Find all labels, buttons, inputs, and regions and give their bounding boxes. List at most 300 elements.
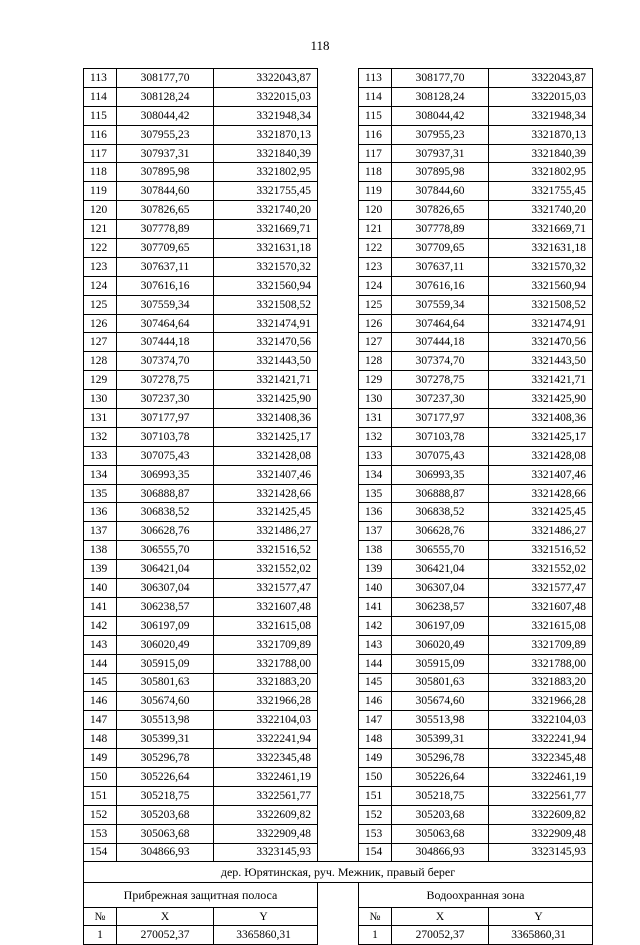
table-row bbox=[84, 503, 593, 522]
section-title: дер. Юрятинская, руч. Межник, правый берег bbox=[84, 862, 593, 883]
right-point-number: 143 bbox=[359, 635, 392, 654]
right-point-number: 131 bbox=[359, 409, 392, 428]
left-point-number: 121 bbox=[84, 220, 117, 239]
left-point-number: 149 bbox=[84, 749, 117, 768]
table-row bbox=[84, 220, 593, 239]
right-x-value: 305296,78 bbox=[392, 749, 489, 768]
left-y-value: 3321883,20 bbox=[214, 673, 318, 692]
left-point-number: 117 bbox=[84, 144, 117, 163]
last-point-row bbox=[84, 926, 593, 945]
table-row bbox=[84, 673, 593, 692]
left-point-number: 126 bbox=[84, 314, 117, 333]
left-x-value: 306197,09 bbox=[117, 616, 214, 635]
right-x-value: 307937,31 bbox=[392, 144, 489, 163]
left-x-value: 305218,75 bbox=[117, 786, 214, 805]
table-row bbox=[84, 730, 593, 749]
left-point-number: 116 bbox=[84, 125, 117, 144]
zone-header-row bbox=[84, 883, 593, 908]
left-point-number: 132 bbox=[84, 427, 117, 446]
left-y-value: 3321615,08 bbox=[214, 616, 318, 635]
right-point-number: 133 bbox=[359, 446, 392, 465]
left-point-number: 148 bbox=[84, 730, 117, 749]
left-point-number: 142 bbox=[84, 616, 117, 635]
table-row bbox=[84, 749, 593, 768]
left-x-value: 305915,09 bbox=[117, 654, 214, 673]
left-point-number: 145 bbox=[84, 673, 117, 692]
table-row bbox=[84, 711, 593, 730]
left-x-value: 305674,60 bbox=[117, 692, 214, 711]
gap-cell bbox=[318, 333, 359, 352]
right-x-value: 307709,65 bbox=[392, 239, 489, 258]
gap-cell bbox=[318, 163, 359, 182]
right-point-number: 136 bbox=[359, 503, 392, 522]
right-x-value: 308044,42 bbox=[392, 106, 489, 125]
right-x-value: 307103,78 bbox=[392, 427, 489, 446]
left-x-value: 305296,78 bbox=[117, 749, 214, 768]
left-zone-header: Прибрежная защитная полоса bbox=[84, 883, 318, 908]
right-x-value: 305674,60 bbox=[392, 692, 489, 711]
left-point-number: 127 bbox=[84, 333, 117, 352]
right-y-value: 3321883,20 bbox=[489, 673, 593, 692]
gap-cell bbox=[318, 87, 359, 106]
right-y-value: 3321669,71 bbox=[489, 220, 593, 239]
right-y-value: 3321425,90 bbox=[489, 390, 593, 409]
left-y-value: 3321669,71 bbox=[214, 220, 318, 239]
left-point-number: 113 bbox=[84, 69, 117, 88]
left-y-value: 3321755,45 bbox=[214, 182, 318, 201]
left-y-value: 3321607,48 bbox=[214, 597, 318, 616]
gap-cell bbox=[318, 144, 359, 163]
table-row bbox=[84, 484, 593, 503]
left-point-number: 152 bbox=[84, 805, 117, 824]
right-y-value: 3321407,46 bbox=[489, 465, 593, 484]
left-y-value: 3321577,47 bbox=[214, 579, 318, 598]
right-x-value: 305399,31 bbox=[392, 730, 489, 749]
right-y-value: 3322015,03 bbox=[489, 87, 593, 106]
right-x-value: 307075,43 bbox=[392, 446, 489, 465]
table-row bbox=[84, 541, 593, 560]
left-x-value: 306888,87 bbox=[117, 484, 214, 503]
right-x-value: 306421,04 bbox=[392, 560, 489, 579]
right-last-x: 270052,37 bbox=[392, 926, 489, 945]
right-x-value: 306993,35 bbox=[392, 465, 489, 484]
left-point-number: 147 bbox=[84, 711, 117, 730]
right-point-number: 150 bbox=[359, 767, 392, 786]
table-row bbox=[84, 182, 593, 201]
column-header-row bbox=[84, 908, 593, 926]
right-zone-header: Водоохранная зона bbox=[359, 883, 593, 908]
right-x-value: 306238,57 bbox=[392, 597, 489, 616]
left-y-value: 3322609,82 bbox=[214, 805, 318, 824]
left-x-value: 307778,89 bbox=[117, 220, 214, 239]
left-point-number: 114 bbox=[84, 87, 117, 106]
table-row bbox=[84, 635, 593, 654]
table-row bbox=[84, 333, 593, 352]
left-x-value: 306555,70 bbox=[117, 541, 214, 560]
right-y-value: 3321560,94 bbox=[489, 276, 593, 295]
right-y-value: 3322241,94 bbox=[489, 730, 593, 749]
left-x-value: 307177,97 bbox=[117, 409, 214, 428]
left-y-value: 3321470,56 bbox=[214, 333, 318, 352]
table-row bbox=[84, 522, 593, 541]
gap-cell bbox=[318, 654, 359, 673]
left-x-value: 307559,34 bbox=[117, 295, 214, 314]
right-point-number: 135 bbox=[359, 484, 392, 503]
table-row bbox=[84, 314, 593, 333]
right-y-value: 3321570,32 bbox=[489, 257, 593, 276]
left-x-value: 308128,24 bbox=[117, 87, 214, 106]
left-y-value: 3321631,18 bbox=[214, 239, 318, 258]
coordinates-rows bbox=[84, 69, 593, 862]
left-x-value: 305801,63 bbox=[117, 673, 214, 692]
left-x-value: 304866,93 bbox=[117, 843, 214, 862]
table-row bbox=[84, 805, 593, 824]
left-point-number: 135 bbox=[84, 484, 117, 503]
table-row bbox=[84, 843, 593, 862]
table-row bbox=[84, 69, 593, 88]
gap-cell bbox=[318, 843, 359, 862]
gap-cell bbox=[318, 371, 359, 390]
right-point-number: 124 bbox=[359, 276, 392, 295]
gap-cell bbox=[318, 926, 359, 945]
left-point-number: 131 bbox=[84, 409, 117, 428]
right-x-value: 307444,18 bbox=[392, 333, 489, 352]
right-point-number: 132 bbox=[359, 427, 392, 446]
right-x-value: 307559,34 bbox=[392, 295, 489, 314]
left-point-number: 154 bbox=[84, 843, 117, 862]
right-x-value: 305218,75 bbox=[392, 786, 489, 805]
right-x-value: 307844,60 bbox=[392, 182, 489, 201]
section-title-row bbox=[84, 862, 593, 883]
coordinates-sheet bbox=[83, 68, 598, 945]
right-point-number: 123 bbox=[359, 257, 392, 276]
table-row bbox=[84, 257, 593, 276]
gap-cell bbox=[318, 484, 359, 503]
right-x-value: 307177,97 bbox=[392, 409, 489, 428]
right-x-value: 305915,09 bbox=[392, 654, 489, 673]
gap-cell bbox=[318, 239, 359, 258]
gap-cell bbox=[318, 276, 359, 295]
left-point-number: 115 bbox=[84, 106, 117, 125]
left-x-value: 305399,31 bbox=[117, 730, 214, 749]
left-y-value: 3321428,66 bbox=[214, 484, 318, 503]
left-x-value: 308044,42 bbox=[117, 106, 214, 125]
right-x-value: 307464,64 bbox=[392, 314, 489, 333]
left-point-number: 125 bbox=[84, 295, 117, 314]
right-x-value: 305226,64 bbox=[392, 767, 489, 786]
table-row bbox=[84, 295, 593, 314]
right-x-value: 307374,70 bbox=[392, 352, 489, 371]
left-x-value: 305063,68 bbox=[117, 824, 214, 843]
right-x-value: 306888,87 bbox=[392, 484, 489, 503]
table-row bbox=[84, 427, 593, 446]
right-point-number: 117 bbox=[359, 144, 392, 163]
right-point-number: 130 bbox=[359, 390, 392, 409]
gap-cell bbox=[318, 749, 359, 768]
right-y-value: 3321474,91 bbox=[489, 314, 593, 333]
right-point-number: 144 bbox=[359, 654, 392, 673]
right-y-value: 3321421,71 bbox=[489, 371, 593, 390]
right-y-value: 3321428,08 bbox=[489, 446, 593, 465]
left-x-value: 306628,76 bbox=[117, 522, 214, 541]
table-row bbox=[84, 560, 593, 579]
left-y-value: 3321552,02 bbox=[214, 560, 318, 579]
right-y-value: 3321607,48 bbox=[489, 597, 593, 616]
left-y-value: 3321740,20 bbox=[214, 201, 318, 220]
right-y-value: 3321740,20 bbox=[489, 201, 593, 220]
right-point-number: 129 bbox=[359, 371, 392, 390]
left-y-value: 3323145,93 bbox=[214, 843, 318, 862]
right-col-no-header: № bbox=[359, 908, 392, 926]
table-row bbox=[84, 786, 593, 805]
left-x-value: 305203,68 bbox=[117, 805, 214, 824]
right-point-number: 140 bbox=[359, 579, 392, 598]
right-point-number: 138 bbox=[359, 541, 392, 560]
left-point-number: 118 bbox=[84, 163, 117, 182]
left-col-y-header: Y bbox=[214, 908, 318, 926]
table-row bbox=[84, 106, 593, 125]
right-point-number: 118 bbox=[359, 163, 392, 182]
right-y-value: 3321443,50 bbox=[489, 352, 593, 371]
right-y-value: 3321486,27 bbox=[489, 522, 593, 541]
gap-cell bbox=[318, 257, 359, 276]
left-x-value: 307826,65 bbox=[117, 201, 214, 220]
right-point-number: 119 bbox=[359, 182, 392, 201]
left-y-value: 3322561,77 bbox=[214, 786, 318, 805]
left-point-number: 119 bbox=[84, 182, 117, 201]
right-y-value: 3321840,39 bbox=[489, 144, 593, 163]
right-x-value: 304866,93 bbox=[392, 843, 489, 862]
left-point-number: 151 bbox=[84, 786, 117, 805]
right-x-value: 306197,09 bbox=[392, 616, 489, 635]
right-y-value: 3322561,77 bbox=[489, 786, 593, 805]
left-y-value: 3321425,45 bbox=[214, 503, 318, 522]
right-y-value: 3321631,18 bbox=[489, 239, 593, 258]
table-row bbox=[84, 824, 593, 843]
right-point-number: 154 bbox=[359, 843, 392, 862]
right-point-number: 147 bbox=[359, 711, 392, 730]
left-y-value: 3322241,94 bbox=[214, 730, 318, 749]
page-number: 118 bbox=[310, 38, 330, 53]
left-x-value: 307844,60 bbox=[117, 182, 214, 201]
right-x-value: 307237,30 bbox=[392, 390, 489, 409]
right-y-value: 3321788,00 bbox=[489, 654, 593, 673]
gap-cell bbox=[318, 560, 359, 579]
right-point-number: 153 bbox=[359, 824, 392, 843]
gap-cell bbox=[318, 409, 359, 428]
table-row bbox=[84, 239, 593, 258]
left-point-number: 133 bbox=[84, 446, 117, 465]
gap-cell bbox=[318, 201, 359, 220]
left-y-value: 3321709,89 bbox=[214, 635, 318, 654]
table-row bbox=[84, 201, 593, 220]
gap-cell bbox=[318, 465, 359, 484]
gap-cell bbox=[318, 69, 359, 88]
left-y-value: 3321486,27 bbox=[214, 522, 318, 541]
left-y-value: 3322345,48 bbox=[214, 749, 318, 768]
table-row bbox=[84, 125, 593, 144]
right-y-value: 3322104,03 bbox=[489, 711, 593, 730]
left-y-value: 3321948,34 bbox=[214, 106, 318, 125]
left-y-value: 3321570,32 bbox=[214, 257, 318, 276]
left-y-value: 3321443,50 bbox=[214, 352, 318, 371]
left-y-value: 3321840,39 bbox=[214, 144, 318, 163]
right-y-value: 3321615,08 bbox=[489, 616, 593, 635]
right-x-value: 305063,68 bbox=[392, 824, 489, 843]
right-x-value: 307778,89 bbox=[392, 220, 489, 239]
right-x-value: 306628,76 bbox=[392, 522, 489, 541]
table-row bbox=[84, 409, 593, 428]
gap-cell bbox=[318, 503, 359, 522]
gap-cell bbox=[318, 125, 359, 144]
right-x-value: 305801,63 bbox=[392, 673, 489, 692]
gap-cell bbox=[318, 390, 359, 409]
right-point-number: 134 bbox=[359, 465, 392, 484]
right-y-value: 3321577,47 bbox=[489, 579, 593, 598]
right-point-number: 113 bbox=[359, 69, 392, 88]
right-point-number: 152 bbox=[359, 805, 392, 824]
right-x-value: 306307,04 bbox=[392, 579, 489, 598]
right-x-value: 306555,70 bbox=[392, 541, 489, 560]
left-x-value: 307895,98 bbox=[117, 163, 214, 182]
left-y-value: 3321516,52 bbox=[214, 541, 318, 560]
gap-cell bbox=[318, 182, 359, 201]
gap-cell bbox=[318, 541, 359, 560]
gap-cell bbox=[318, 805, 359, 824]
left-point-number: 136 bbox=[84, 503, 117, 522]
right-y-value: 3322609,82 bbox=[489, 805, 593, 824]
left-x-value: 307637,11 bbox=[117, 257, 214, 276]
right-x-value: 307278,75 bbox=[392, 371, 489, 390]
right-y-value: 3321802,95 bbox=[489, 163, 593, 182]
right-x-value: 305513,98 bbox=[392, 711, 489, 730]
left-y-value: 3321428,08 bbox=[214, 446, 318, 465]
gap-cell bbox=[318, 824, 359, 843]
left-last-x: 270052,37 bbox=[117, 926, 214, 945]
table-row bbox=[84, 692, 593, 711]
table-row bbox=[84, 87, 593, 106]
left-point-number: 129 bbox=[84, 371, 117, 390]
coordinates-table bbox=[83, 68, 593, 945]
left-y-value: 3321508,52 bbox=[214, 295, 318, 314]
gap-cell bbox=[318, 673, 359, 692]
left-y-value: 3321408,36 bbox=[214, 409, 318, 428]
gap-cell bbox=[318, 352, 359, 371]
left-x-value: 307955,23 bbox=[117, 125, 214, 144]
left-x-value: 306307,04 bbox=[117, 579, 214, 598]
left-point-number: 153 bbox=[84, 824, 117, 843]
right-point-number: 151 bbox=[359, 786, 392, 805]
left-x-value: 307616,16 bbox=[117, 276, 214, 295]
right-x-value: 307895,98 bbox=[392, 163, 489, 182]
left-x-value: 307709,65 bbox=[117, 239, 214, 258]
table-row bbox=[84, 616, 593, 635]
left-y-value: 3321425,90 bbox=[214, 390, 318, 409]
right-y-value: 3321425,17 bbox=[489, 427, 593, 446]
gap-cell bbox=[318, 427, 359, 446]
right-x-value: 305203,68 bbox=[392, 805, 489, 824]
right-point-number: 116 bbox=[359, 125, 392, 144]
left-y-value: 3321788,00 bbox=[214, 654, 318, 673]
right-point-number: 115 bbox=[359, 106, 392, 125]
gap-cell bbox=[318, 616, 359, 635]
gap-cell bbox=[318, 883, 359, 908]
right-point-number: 125 bbox=[359, 295, 392, 314]
right-y-value: 3321709,89 bbox=[489, 635, 593, 654]
footer-block bbox=[84, 862, 593, 945]
right-y-value: 3321470,56 bbox=[489, 333, 593, 352]
table-row bbox=[84, 446, 593, 465]
right-x-value: 307955,23 bbox=[392, 125, 489, 144]
left-x-value: 308177,70 bbox=[117, 69, 214, 88]
gap-cell bbox=[318, 314, 359, 333]
left-x-value: 307937,31 bbox=[117, 144, 214, 163]
left-x-value: 307464,64 bbox=[117, 314, 214, 333]
left-point-number: 130 bbox=[84, 390, 117, 409]
left-x-value: 307444,18 bbox=[117, 333, 214, 352]
right-point-number: 122 bbox=[359, 239, 392, 258]
gap-cell bbox=[318, 220, 359, 239]
left-x-value: 306421,04 bbox=[117, 560, 214, 579]
gap-cell bbox=[318, 597, 359, 616]
right-x-value: 307616,16 bbox=[392, 276, 489, 295]
gap-cell bbox=[318, 908, 359, 926]
left-point-number: 141 bbox=[84, 597, 117, 616]
right-y-value: 3321755,45 bbox=[489, 182, 593, 201]
right-y-value: 3322461,19 bbox=[489, 767, 593, 786]
left-col-no-header: № bbox=[84, 908, 117, 926]
left-point-number: 137 bbox=[84, 522, 117, 541]
left-x-value: 306238,57 bbox=[117, 597, 214, 616]
left-point-number: 134 bbox=[84, 465, 117, 484]
left-x-value: 306993,35 bbox=[117, 465, 214, 484]
left-y-value: 3322909,48 bbox=[214, 824, 318, 843]
right-last-no: 1 bbox=[359, 926, 392, 945]
right-point-number: 141 bbox=[359, 597, 392, 616]
left-point-number: 144 bbox=[84, 654, 117, 673]
right-y-value: 3321425,45 bbox=[489, 503, 593, 522]
table-row bbox=[84, 465, 593, 484]
right-y-value: 3321552,02 bbox=[489, 560, 593, 579]
table-row bbox=[84, 352, 593, 371]
left-x-value: 305513,98 bbox=[117, 711, 214, 730]
left-x-value: 307237,30 bbox=[117, 390, 214, 409]
right-y-value: 3321508,52 bbox=[489, 295, 593, 314]
right-point-number: 145 bbox=[359, 673, 392, 692]
left-y-value: 3321407,46 bbox=[214, 465, 318, 484]
table-row bbox=[84, 144, 593, 163]
gap-cell bbox=[318, 692, 359, 711]
right-x-value: 308128,24 bbox=[392, 87, 489, 106]
right-point-number: 137 bbox=[359, 522, 392, 541]
right-x-value: 306020,49 bbox=[392, 635, 489, 654]
right-y-value: 3321966,28 bbox=[489, 692, 593, 711]
table-row bbox=[84, 767, 593, 786]
left-y-value: 3322015,03 bbox=[214, 87, 318, 106]
right-x-value: 307637,11 bbox=[392, 257, 489, 276]
left-x-value: 307103,78 bbox=[117, 427, 214, 446]
left-col-x-header: X bbox=[117, 908, 214, 926]
gap-cell bbox=[318, 106, 359, 125]
gap-cell bbox=[318, 635, 359, 654]
left-y-value: 3321421,71 bbox=[214, 371, 318, 390]
right-point-number: 126 bbox=[359, 314, 392, 333]
gap-cell bbox=[318, 579, 359, 598]
left-x-value: 306838,52 bbox=[117, 503, 214, 522]
right-y-value: 3323145,93 bbox=[489, 843, 593, 862]
right-point-number: 142 bbox=[359, 616, 392, 635]
left-point-number: 138 bbox=[84, 541, 117, 560]
